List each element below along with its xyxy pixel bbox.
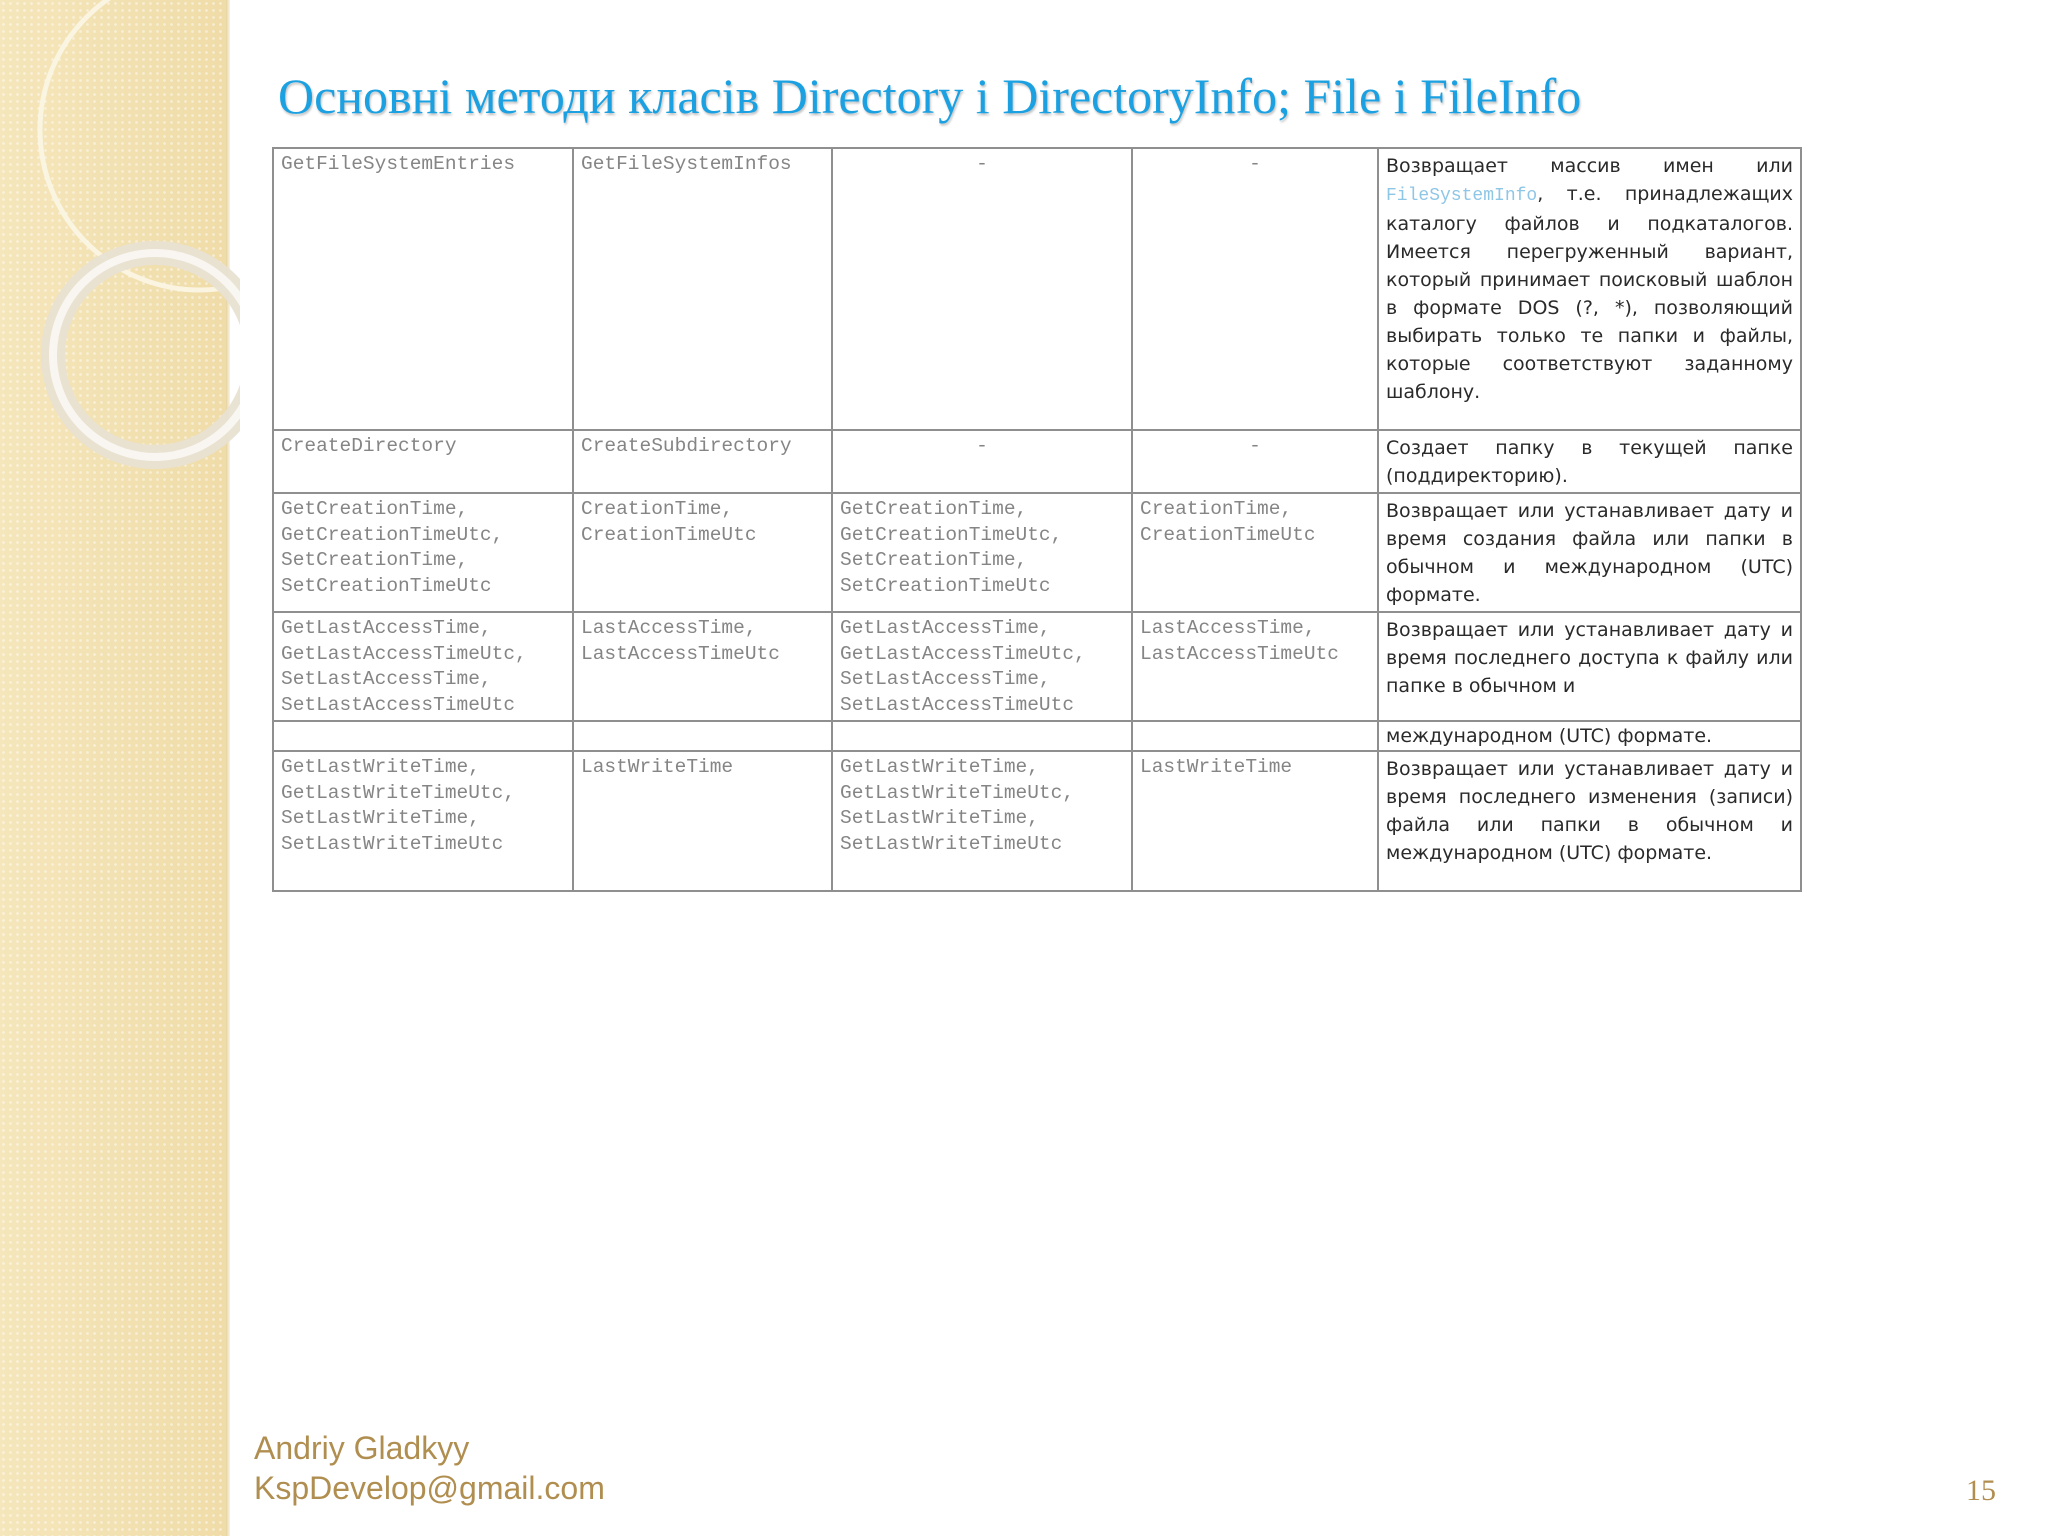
- decorative-circles: [0, 0, 240, 500]
- description-cell: [1378, 148, 1801, 430]
- directory-method-cell: CreateDirectory: [273, 430, 573, 493]
- directoryinfo-method-cell: LastWriteTime: [573, 751, 832, 891]
- directory-method-cell: GetFileSystemEntries: [273, 148, 573, 430]
- directoryinfo-method-cell: CreationTime, CreationTimeUtc: [573, 493, 832, 612]
- filesysteminfo-link[interactable]: FileSystemInfo: [1386, 186, 1538, 206]
- directoryinfo-method-cell: LastAccessTime, LastAccessTimeUtc: [573, 612, 832, 721]
- empty-cell: [1132, 721, 1378, 751]
- fileinfo-method-cell: CreationTime, CreationTimeUtc: [1132, 493, 1378, 612]
- directoryinfo-method-cell: GetFileSystemInfos: [573, 148, 832, 430]
- table-row: [273, 751, 1801, 891]
- file-method-cell: -: [832, 148, 1132, 430]
- file-method-cell: GetCreationTime, GetCreationTimeUtc, SetCreationTime, SetCreationTimeUtc: [832, 493, 1132, 612]
- empty-cell: [832, 721, 1132, 751]
- table-row: [273, 430, 1801, 493]
- author-block: [254, 1428, 605, 1508]
- table-row: [273, 493, 1801, 612]
- table-row: [273, 612, 1801, 721]
- directory-method-cell: GetLastWriteTime, GetLastWriteTimeUtc, SetLastWriteTime, SetLastWriteTimeUtc: [273, 751, 573, 891]
- file-method-cell: -: [832, 430, 1132, 493]
- directory-method-cell: GetCreationTime, GetCreationTimeUtc, SetCreationTime, SetCreationTimeUtc: [273, 493, 573, 612]
- description-text: , т.е. принадлежащих каталогу файлов и подкаталогов. Имеется перегруженный вариант, который принимает поисковый шаблон в формате DOS (?, *), позволяющий выбирать только те папки и файлы, которые соответствуют заданному шаблону.: [1386, 183, 1793, 403]
- description-text: Возвращает массив имен или: [1386, 155, 1793, 177]
- table-row: [273, 148, 1801, 430]
- file-method-cell: GetLastAccessTime, GetLastAccessTimeUtc, SetLastAccessTime, SetLastAccessTimeUtc: [832, 612, 1132, 721]
- directoryinfo-method-cell: CreateSubdirectory: [573, 430, 832, 493]
- description-cell: Возвращает или устанавливает дату и время последнего изменения (записи) файла или папки в обычном и международном (UTC) формате.: [1378, 751, 1801, 891]
- methods-table: [272, 147, 1802, 892]
- table-row: [273, 721, 1801, 751]
- fileinfo-method-cell: -: [1132, 430, 1378, 493]
- empty-cell: [273, 721, 573, 751]
- author-email: KspDevelop@gmail.com: [254, 1470, 605, 1506]
- fileinfo-method-cell: LastAccessTime, LastAccessTimeUtc: [1132, 612, 1378, 721]
- fileinfo-method-cell: -: [1132, 148, 1378, 430]
- description-continued-cell: международном (UTC) формате.: [1378, 721, 1801, 751]
- directory-method-cell: GetLastAccessTime, GetLastAccessTimeUtc, SetLastAccessTime, SetLastAccessTimeUtc: [273, 612, 573, 721]
- description-cell: Создает папку в текущей папке (поддиректорию).: [1378, 430, 1801, 493]
- page-number: 15: [1966, 1474, 1996, 1507]
- empty-cell: [573, 721, 832, 751]
- description-cell: Возвращает или устанавливает дату и время создания файла или папки в обычном и международном (UTC) формате.: [1378, 493, 1801, 612]
- description-cell: Возвращает или устанавливает дату и время последнего доступа к файлу или папке в обычном и: [1378, 612, 1801, 721]
- slide-title: Основні методи класів Directory і DirectoryInfo; File і FileInfo: [278, 68, 1582, 124]
- fileinfo-method-cell: LastWriteTime: [1132, 751, 1378, 891]
- file-method-cell: GetLastWriteTime, GetLastWriteTimeUtc, SetLastWriteTime, SetLastWriteTimeUtc: [832, 751, 1132, 891]
- author-name: Andriy Gladkyy: [254, 1430, 470, 1466]
